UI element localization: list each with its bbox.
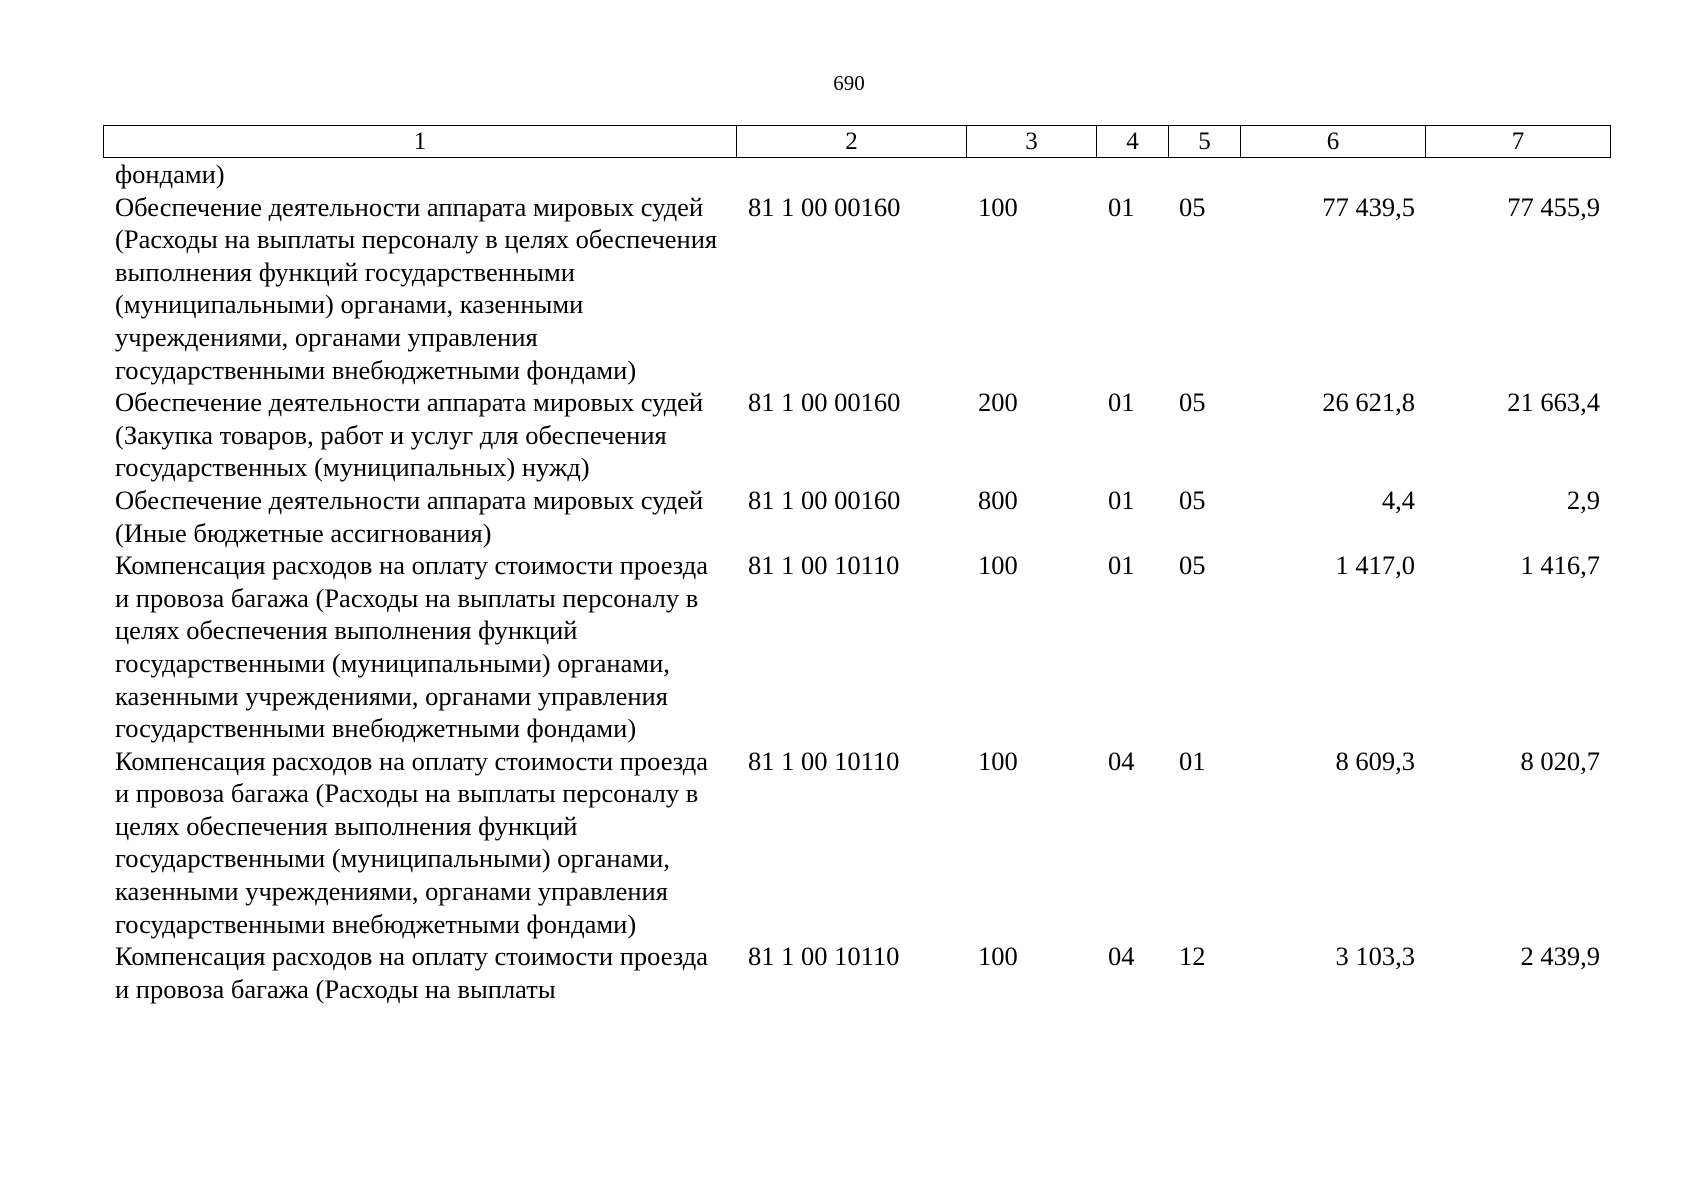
row-description: Обеспечение деятельности аппарата мировых судей (Расходы на выплаты персоналу в целях обеспечения выполнения функций государственными (муниципальными) органами, казенными учреждениями, органами управления государственными внебюджетными фондами) [115,191,718,385]
table-row [103,484,1610,549]
row-code: 81 1 00 00160 [748,191,901,222]
column-header: 3 [967,126,1097,158]
table-row [103,745,1610,941]
row-rz: 04 [1108,941,1135,972]
row-vr: 200 [978,387,1018,418]
row-code: 81 1 00 10110 [748,550,900,581]
row-vr: 100 [978,745,1018,776]
continuation-row [103,158,1610,191]
row-pr: 05 [1179,191,1206,222]
row-pr: 05 [1179,387,1206,418]
row-rz: 01 [1108,484,1135,515]
row-description: Компенсация расходов на оплату стоимости проезда и провоза багажа (Расходы на выплаты [115,941,709,1004]
table-body [103,158,1610,1005]
column-header: 5 [1169,126,1241,158]
row-sum-1: 3 103,3 [1335,941,1415,972]
row-pr: 01 [1179,745,1206,776]
row-description: Компенсация расходов на оплату стоимости проезда и провоза багажа (Расходы на выплаты персоналу в целях обеспечения выполнения функций государственными (муниципальными) органами, казенными учреждениями, органами управления государственными внебюджетными фондами) [115,745,709,939]
table-row [103,940,1610,1005]
header-row [104,126,1611,158]
row-pr: 12 [1179,941,1206,972]
page-number: 690 [833,71,865,95]
row-pr: 05 [1179,550,1206,581]
row-rz: 01 [1108,191,1135,222]
row-description: Обеспечение деятельности аппарата мировых судей (Закупка товаров, работ и услуг для обеспечения государственных (муниципальных) нужд) [115,387,704,483]
column-header: 2 [737,126,967,158]
row-description: Обеспечение деятельности аппарата мировых судей (Иные бюджетные ассигнования) [115,484,704,548]
row-vr: 100 [978,550,1018,581]
continuation-text: фондами) [115,159,225,189]
row-rz: 01 [1108,387,1135,418]
column-header: 1 [104,126,737,158]
row-pr: 05 [1179,484,1206,515]
row-sum-2: 8 020,7 [1520,745,1600,776]
table-row [103,549,1610,745]
row-code: 81 1 00 10110 [748,941,900,972]
row-sum-1: 26 621,8 [1322,387,1415,418]
table-row [103,386,1610,484]
row-rz: 04 [1108,745,1135,776]
row-vr: 100 [978,941,1018,972]
row-rz: 01 [1108,550,1135,581]
row-sum-2: 2,9 [1566,484,1600,515]
row-sum-1: 77 439,5 [1322,191,1415,222]
row-vr: 800 [978,484,1018,515]
row-sum-2: 1 416,7 [1520,550,1600,581]
column-header: 4 [1097,126,1169,158]
table-row [103,191,1610,387]
row-code: 81 1 00 00160 [748,387,901,418]
row-sum-2: 2 439,9 [1520,941,1600,972]
column-header: 6 [1241,126,1426,158]
row-sum-2: 77 455,9 [1507,191,1600,222]
column-header: 7 [1426,126,1611,158]
table-header [103,125,1611,158]
row-sum-1: 8 609,3 [1335,745,1415,776]
row-code: 81 1 00 00160 [748,484,901,515]
row-description: Компенсация расходов на оплату стоимости проезда и провоза багажа (Расходы на выплаты персоналу в целях обеспечения выполнения функций государственными (муниципальными) органами, казенными учреждениями, органами управления государственными внебюджетными фондами) [115,550,709,744]
row-sum-2: 21 663,4 [1507,387,1600,418]
row-code: 81 1 00 10110 [748,745,900,776]
row-vr: 100 [978,191,1018,222]
row-sum-1: 1 417,0 [1335,550,1415,581]
row-sum-1: 4,4 [1381,484,1415,515]
